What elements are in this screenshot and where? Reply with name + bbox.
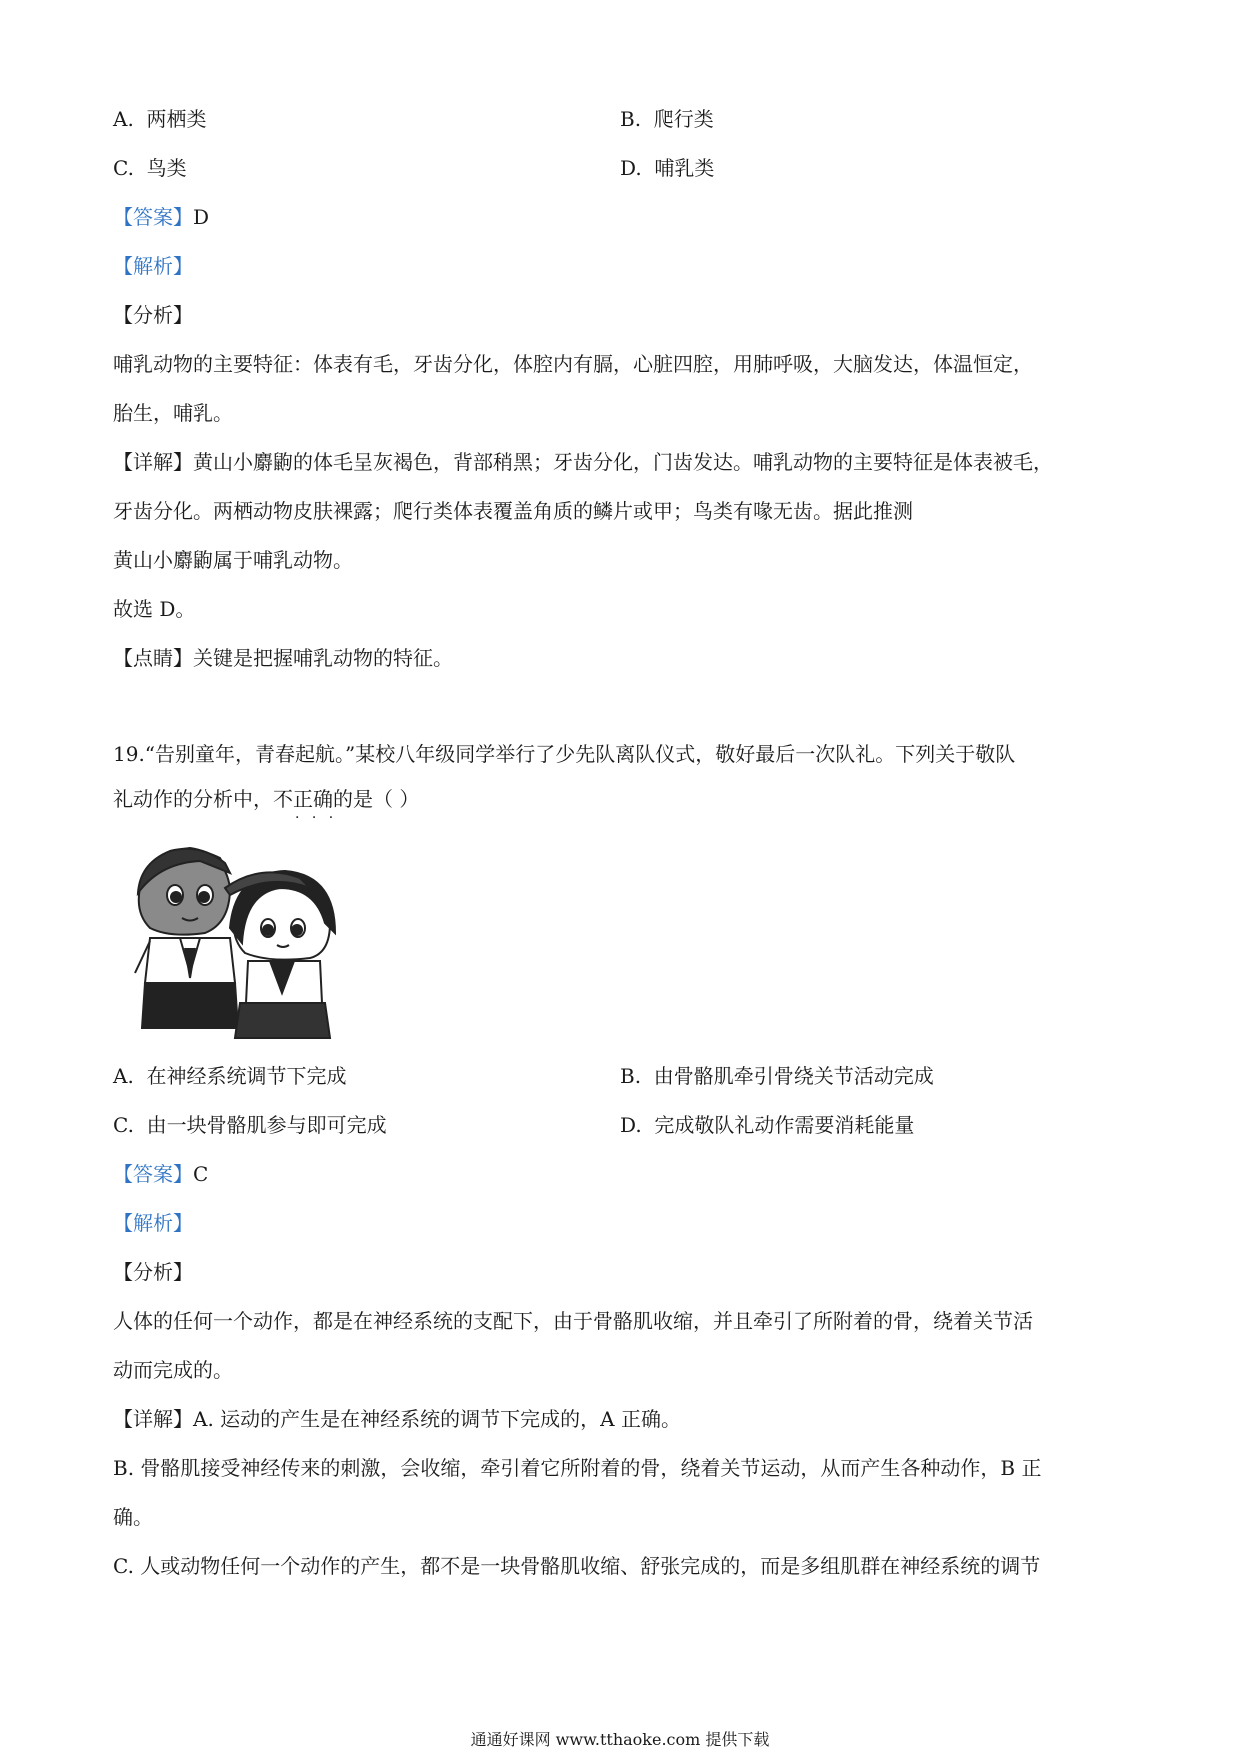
q19-option-a	[113, 1064, 347, 1088]
dianjing-tag: 【点睛】	[113, 646, 193, 670]
option-text: 哺乳类	[654, 156, 715, 180]
answer-tag: 【答案】	[113, 205, 193, 229]
xiangjie-tag: 【详解】	[113, 450, 193, 474]
q19-xiangjie	[113, 1407, 681, 1431]
q18-fenxi-tag: 【分析】	[113, 303, 193, 327]
saluting-children-illustration	[130, 833, 350, 1045]
q18-xiangjie-line-2: 牙齿分化。两栖动物皮肤裸露；爬行类体表覆盖角质的鳞片或甲；鸟类有喙无齿。据此推测	[113, 499, 913, 523]
q19-jiexi-tag: 【解析】	[113, 1211, 193, 1235]
q19-xiangjie-line-4: C. 人或动物任何一个动作的产生，都不是一块骨骼肌收缩、舒张完成的，而是多组肌群在神经系统的调节	[113, 1554, 1041, 1578]
q18-xiangjie-line-3: 黄山小麝鼩属于哺乳动物。	[113, 548, 353, 572]
option-text: 两栖类	[146, 107, 207, 131]
q19-option-c	[113, 1113, 387, 1137]
q18-xiangjie	[113, 450, 1053, 474]
option-letter: D.	[620, 156, 642, 180]
q18-dianjing	[113, 646, 453, 670]
option-text: 完成敬队礼动作需要消耗能量	[654, 1113, 915, 1137]
xiangjie-tag: 【详解】	[113, 1407, 193, 1431]
q19-fenxi-line-1: 人体的任何一个动作，都是在神经系统的支配下，由于骨骼肌收缩，并且牵引了所附着的骨，绕着关节活	[113, 1309, 1033, 1333]
q19-stem-line-1: 19.“告别童年，青春起航。”某校八年级同学举行了少先队离队仪式，敬好最后一次队礼。下列关于敬队	[113, 742, 1016, 766]
girl-figure	[225, 871, 335, 1038]
q19-option-d	[620, 1113, 914, 1137]
q18-option-b	[620, 107, 714, 131]
option-letter: B.	[620, 1064, 642, 1088]
q18-fenxi-line-2: 胎生，哺乳。	[113, 401, 233, 425]
xiangjie-line-1: 黄山小麝鼩的体毛呈灰褐色，背部稍黑；牙齿分化，门齿发达。哺乳动物的主要特征是体表被毛，	[193, 450, 1053, 474]
option-letter: C.	[113, 156, 134, 180]
q18-jiexi-tag: 【解析】	[113, 254, 193, 278]
q19-fenxi-tag: 【分析】	[113, 1260, 193, 1284]
answer-value: D	[193, 205, 210, 229]
q18-option-a	[113, 107, 207, 131]
q18-option-c	[113, 156, 187, 180]
option-text: 由一块骨骼肌参与即可完成	[146, 1113, 387, 1137]
q19-xiangjie-line-2: B. 骨骼肌接受神经传来的刺激，会收缩，牵引着它所附着的骨，绕着关节运动，从而产生各种动作，B 正	[113, 1456, 1042, 1480]
xiangjie-line-1: A. 运动的产生是在神经系统的调节下完成的，A 正确。	[193, 1407, 681, 1431]
q19-stem-line-2: 礼动作的分析中，不正确的是（ ）	[113, 787, 420, 811]
q19-fenxi-line-2: 动而完成的。	[113, 1358, 233, 1382]
option-text: 由骨骼肌牵引骨绕关节活动完成	[653, 1064, 934, 1088]
answer-tag: 【答案】	[113, 1162, 193, 1186]
option-text: 在神经系统调节下完成	[146, 1064, 347, 1088]
option-letter: B.	[620, 107, 642, 131]
dianjing-text: 关键是把握哺乳动物的特征。	[193, 646, 453, 670]
q19-xiangjie-line-3: 确。	[113, 1505, 153, 1529]
q18-xiangjie-line-4: 故选 D。	[113, 597, 196, 621]
option-text: 爬行类	[653, 107, 714, 131]
option-letter: A.	[113, 1064, 134, 1088]
boy-figure	[135, 848, 238, 1028]
option-letter: A.	[113, 107, 134, 131]
saluting-children-figure	[130, 833, 350, 1045]
answer-value: C	[193, 1162, 209, 1186]
option-letter: C.	[113, 1113, 134, 1137]
q19-option-b	[620, 1064, 934, 1088]
q19-answer	[113, 1162, 208, 1186]
option-letter: D.	[620, 1113, 642, 1137]
q18-option-d	[620, 156, 714, 180]
emphasis-dots: · · ·	[295, 810, 338, 826]
page-footer: 通通好课网 www.tthaoke.com 提供下载	[470, 1730, 770, 1749]
q18-fenxi-line-1: 哺乳动物的主要特征：体表有毛，牙齿分化，体腔内有膈，心脏四腔，用肺呼吸，大脑发达，体温恒定，	[113, 352, 1033, 376]
option-text: 鸟类	[146, 156, 187, 180]
q18-answer	[113, 205, 209, 229]
